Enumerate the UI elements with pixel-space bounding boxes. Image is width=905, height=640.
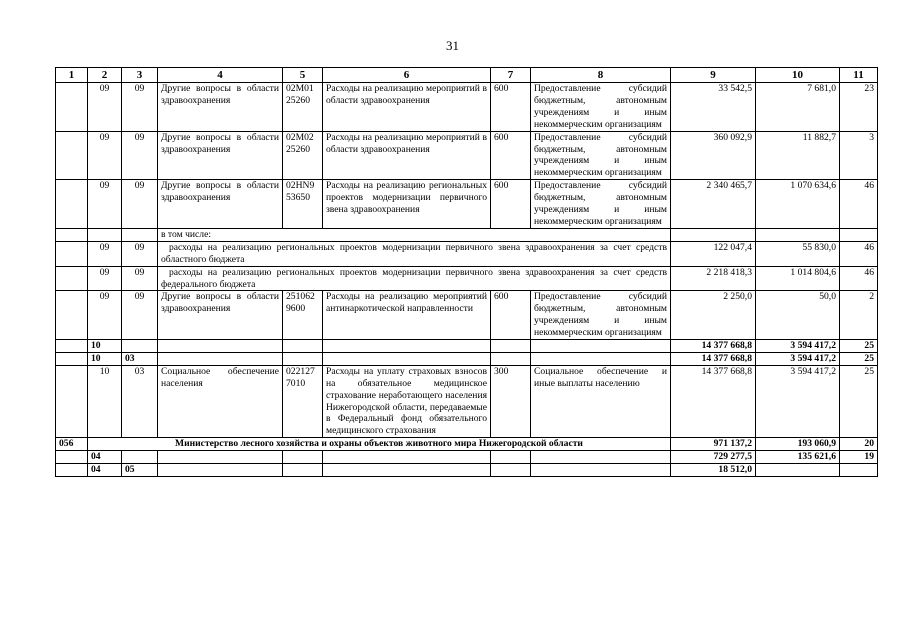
- cell-expense-type-code: 600: [491, 180, 531, 229]
- cell-section: 09: [88, 180, 122, 229]
- cell-subsection: 09: [122, 180, 158, 229]
- page-number: 31: [446, 38, 459, 53]
- cell-amount-plan: 14 377 668,8: [671, 352, 756, 365]
- cell-section-name: Социальное обеспечение населения: [158, 365, 283, 437]
- cell-empty: [283, 340, 323, 353]
- cell-subsection: 05: [122, 464, 158, 477]
- cell-target-code: 02М01 25260: [283, 83, 323, 132]
- header-cell: 10: [756, 68, 840, 83]
- cell-col1: [56, 451, 88, 464]
- cell-amount-actual: 55 830,0: [756, 241, 840, 266]
- cell-section: 09: [88, 266, 122, 291]
- subitem-text: расходы на реализацию региональных проектов модернизации первичного звена здравоохранения за счет средств федерального бюджета: [158, 266, 671, 291]
- cell-amount-plan: 360 092,9: [671, 131, 756, 180]
- cell-subsection: [122, 451, 158, 464]
- cell-section: 04: [88, 451, 122, 464]
- cell-col1: [56, 241, 88, 266]
- cell-col1: [56, 340, 88, 353]
- cell-empty: [283, 352, 323, 365]
- cell-percent: 20: [840, 438, 878, 451]
- cell-empty: [283, 451, 323, 464]
- cell-col1: [56, 266, 88, 291]
- cell-percent: 2: [840, 291, 878, 340]
- cell-amount-actual: 3 594 417,2: [756, 352, 840, 365]
- cell-subsection: [122, 228, 158, 241]
- table-row: [56, 180, 878, 229]
- cell-expense-name: Расходы на реализацию мероприятий в области здравоохранения: [323, 131, 491, 180]
- cell-expense-name: Расходы на реализацию региональных проектов модернизации первичного звена здравоохранения: [323, 180, 491, 229]
- cell-section: 09: [88, 291, 122, 340]
- table-row: [56, 83, 878, 132]
- cell-empty: [323, 340, 491, 353]
- cell-expense-type-code: 600: [491, 291, 531, 340]
- header-cell: 4: [158, 68, 283, 83]
- cell-col1: [56, 365, 88, 437]
- cell-amount-plan: 122 047,4: [671, 241, 756, 266]
- cell-section: 04: [88, 464, 122, 477]
- total-row: [56, 352, 878, 365]
- cell-amount-plan: 2 250,0: [671, 291, 756, 340]
- cell-empty: [491, 340, 531, 353]
- cell-section-name: Другие вопросы в области здравоохранения: [158, 291, 283, 340]
- cell-amount-plan: 2 340 465,7: [671, 180, 756, 229]
- table-row: [56, 131, 878, 180]
- cell-percent: [840, 464, 878, 477]
- cell-expense-type-name: Предоставление субсидий бюджетным, автономным учреждениям и иным некоммерческим организациям: [531, 180, 671, 229]
- cell-amount-plan: 729 277,5: [671, 451, 756, 464]
- cell-empty: [531, 340, 671, 353]
- cell-amount-actual: 3 594 417,2: [756, 365, 840, 437]
- cell-section: 10: [88, 340, 122, 353]
- cell-amount-actual: 3 594 417,2: [756, 340, 840, 353]
- cell-section-name: Другие вопросы в области здравоохранения: [158, 180, 283, 229]
- cell-target-code: 02НN9 53650: [283, 180, 323, 229]
- cell-section: 09: [88, 241, 122, 266]
- cell-section: 09: [88, 131, 122, 180]
- cell-target-code: 02М02 25260: [283, 131, 323, 180]
- cell-percent: 46: [840, 266, 878, 291]
- cell-amount-actual: 1 014 804,6: [756, 266, 840, 291]
- cell-subsection: 03: [122, 365, 158, 437]
- header-cell: 9: [671, 68, 756, 83]
- cell-ministry-code: 056: [56, 438, 88, 451]
- cell-expense-name: Расходы на реализацию мероприятий антинаркотической направленности: [323, 291, 491, 340]
- cell-amount-plan: [671, 228, 756, 241]
- cell-empty: [323, 352, 491, 365]
- cell-expense-type-code: 600: [491, 83, 531, 132]
- cell-section: 10: [88, 352, 122, 365]
- table-row: [56, 291, 878, 340]
- header-cell: 3: [122, 68, 158, 83]
- table-row: [56, 365, 878, 437]
- cell-percent: 3: [840, 131, 878, 180]
- cell-amount-actual: 50,0: [756, 291, 840, 340]
- cell-amount-plan: 14 377 668,8: [671, 365, 756, 437]
- cell-empty: [283, 464, 323, 477]
- header-cell: 1: [56, 68, 88, 83]
- cell-target-code: 251062 9600: [283, 291, 323, 340]
- cell-col1: [56, 180, 88, 229]
- cell-amount-plan: 14 377 668,8: [671, 340, 756, 353]
- total-row: [56, 464, 878, 477]
- cell-amount-actual: 135 621,6: [756, 451, 840, 464]
- cell-amount-plan: 971 137,2: [671, 438, 756, 451]
- cell-amount-actual: 7 681,0: [756, 83, 840, 132]
- cell-percent: 25: [840, 365, 878, 437]
- cell-amount-plan: 2 218 418,3: [671, 266, 756, 291]
- cell-col1: [56, 131, 88, 180]
- cell-subsection: 09: [122, 131, 158, 180]
- cell-amount-actual: 193 060,9: [756, 438, 840, 451]
- cell-percent: 19: [840, 451, 878, 464]
- cell-target-code: 022127 7010: [283, 365, 323, 437]
- cell-amount-actual: 11 882,7: [756, 131, 840, 180]
- cell-section-name: Другие вопросы в области здравоохранения: [158, 83, 283, 132]
- cell-percent: 46: [840, 180, 878, 229]
- cell-empty: [158, 340, 283, 353]
- cell-subsection: [122, 340, 158, 353]
- header-cell: 8: [531, 68, 671, 83]
- cell-empty: [323, 451, 491, 464]
- header-cell: 7: [491, 68, 531, 83]
- cell-amount-actual: [756, 464, 840, 477]
- cell-section: [88, 228, 122, 241]
- cell-expense-type-name: Социальное обеспечение и иные выплаты населению: [531, 365, 671, 437]
- total-row: [56, 451, 878, 464]
- cell-empty: [491, 451, 531, 464]
- header-cell: 6: [323, 68, 491, 83]
- cell-expense-name: Расходы на уплату страховых взносов на обязательное медицинское страхование неработающего населения Нижегородской области, передаваемые в Федеральный фонд обязательного медицинского страхования: [323, 365, 491, 437]
- ministry-row: [56, 438, 878, 451]
- cell-amount-actual: 1 070 634,6: [756, 180, 840, 229]
- cell-col1: [56, 352, 88, 365]
- cell-expense-type-name: Предоставление субсидий бюджетным, автономным учреждениям и иным некоммерческим организациям: [531, 291, 671, 340]
- subitem-text: расходы на реализацию региональных проектов модернизации первичного звена здравоохранения за счет средств областного бюджета: [158, 241, 671, 266]
- cell-col1: [56, 464, 88, 477]
- cell-section: 10: [88, 365, 122, 437]
- cell-percent: 46: [840, 241, 878, 266]
- cell-percent: 23: [840, 83, 878, 132]
- cell-empty: [531, 451, 671, 464]
- cell-expense-type-code: 600: [491, 131, 531, 180]
- cell-col1: [56, 83, 88, 132]
- cell-amount-plan: 33 542,5: [671, 83, 756, 132]
- cell-section: 09: [88, 83, 122, 132]
- cell-subsection: 09: [122, 83, 158, 132]
- cell-empty: [158, 352, 283, 365]
- subitem-row: [56, 241, 878, 266]
- ministry-name: Министерство лесного хозяйства и охраны объектов животного мира Нижегородской области: [88, 438, 671, 451]
- cell-subsection: 09: [122, 266, 158, 291]
- cell-percent: 25: [840, 352, 878, 365]
- cell-expense-type-name: Предоставление субсидий бюджетным, автономным учреждениям и иным некоммерческим организациям: [531, 83, 671, 132]
- cell-subsection: 03: [122, 352, 158, 365]
- cell-col1: [56, 291, 88, 340]
- cell-empty: [158, 451, 283, 464]
- cell-empty: [491, 464, 531, 477]
- cell-empty: [531, 464, 671, 477]
- cell-percent: 25: [840, 340, 878, 353]
- total-row: [56, 340, 878, 353]
- cell-expense-type-code: 300: [491, 365, 531, 437]
- cell-empty: [158, 464, 283, 477]
- cell-subsection: 09: [122, 291, 158, 340]
- cell-amount-plan: 18 512,0: [671, 464, 756, 477]
- budget-table: [55, 67, 878, 477]
- cell-empty: [323, 464, 491, 477]
- cell-empty: [531, 352, 671, 365]
- note-row: [56, 228, 878, 241]
- header-cell: 2: [88, 68, 122, 83]
- cell-expense-type-name: Предоставление субсидий бюджетным, автономным учреждениям и иным некоммерческим организациям: [531, 131, 671, 180]
- header-row: [56, 68, 878, 83]
- cell-section-name: Другие вопросы в области здравоохранения: [158, 131, 283, 180]
- cell-col1: [56, 228, 88, 241]
- cell-percent: [840, 228, 878, 241]
- header-cell: 11: [840, 68, 878, 83]
- cell-amount-actual: [756, 228, 840, 241]
- cell-empty: [491, 352, 531, 365]
- note-text: в том числе:: [158, 228, 671, 241]
- cell-expense-name: Расходы на реализацию мероприятий в области здравоохранения: [323, 83, 491, 132]
- header-cell: 5: [283, 68, 323, 83]
- subitem-row: [56, 266, 878, 291]
- cell-subsection: 09: [122, 241, 158, 266]
